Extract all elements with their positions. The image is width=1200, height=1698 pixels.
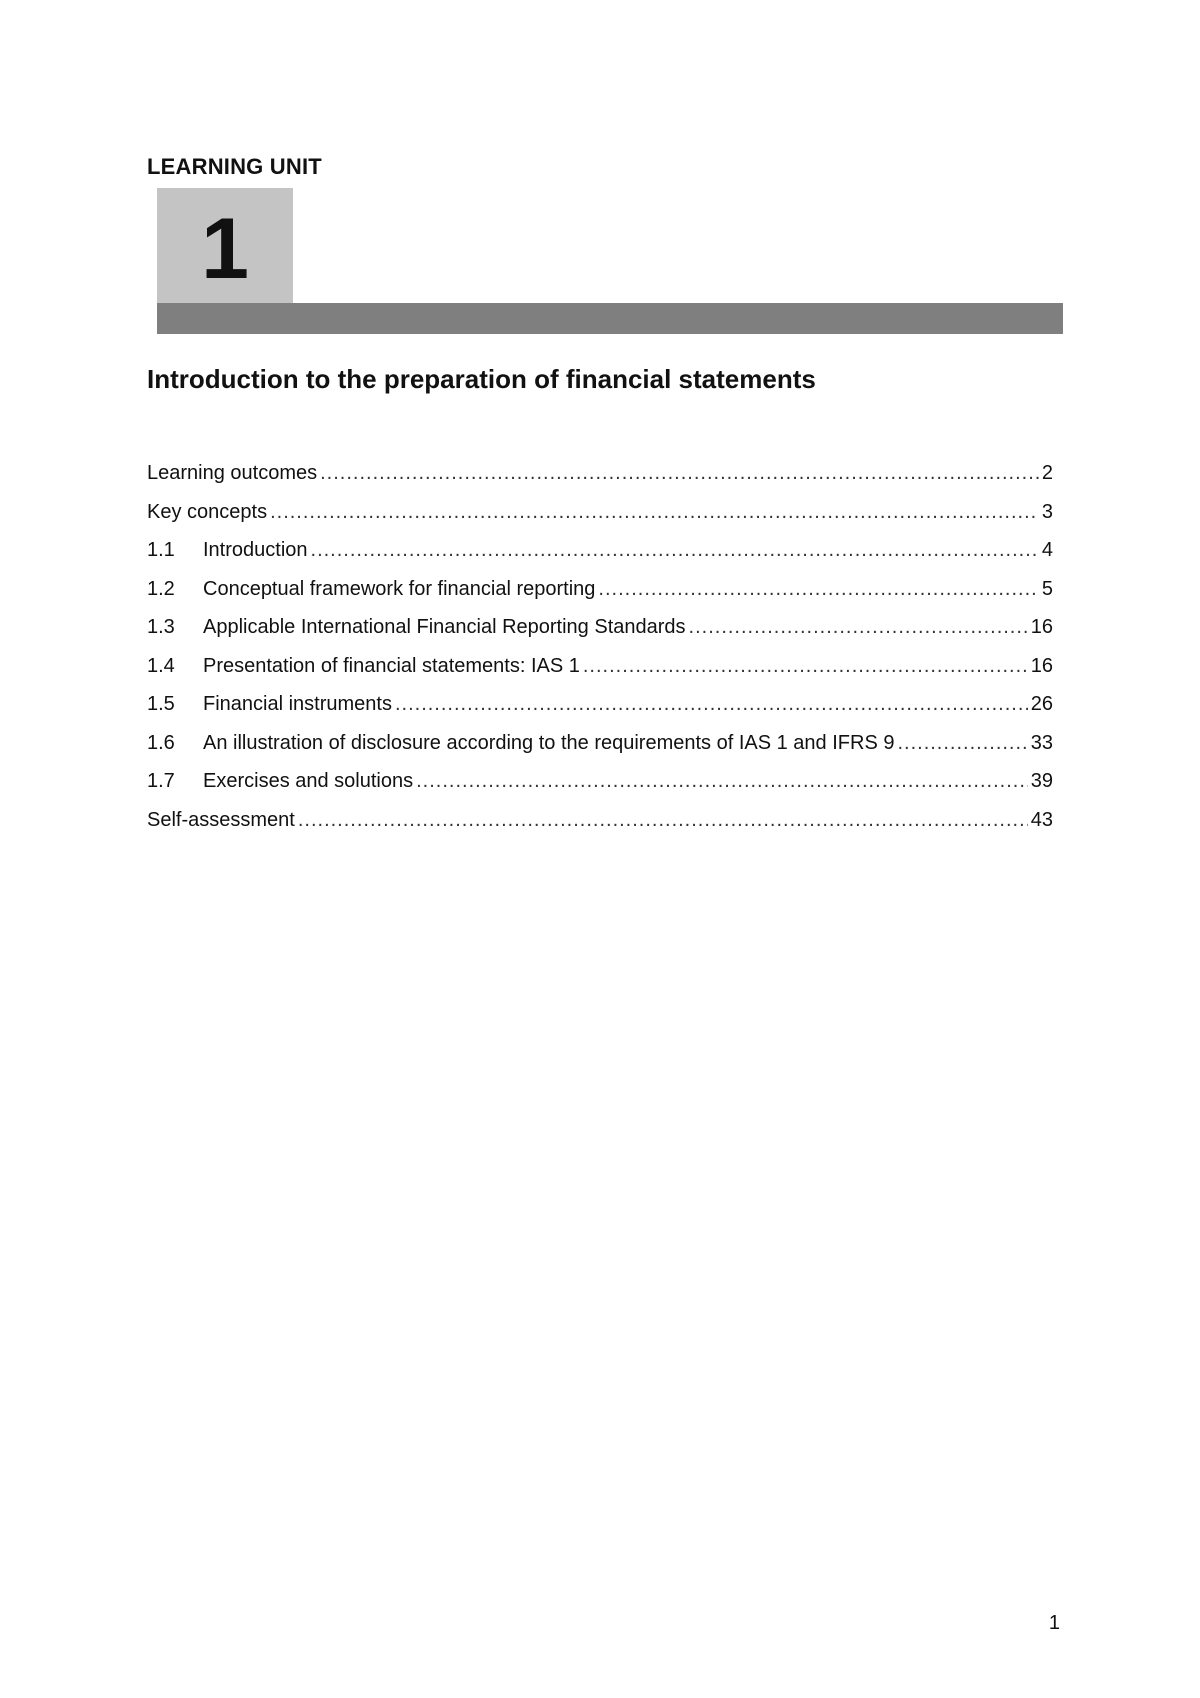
unit-title: Introduction to the preparation of financial statements [147, 364, 816, 394]
toc-leader-dots [395, 693, 1028, 716]
toc-entry-number: 1.2 [147, 577, 175, 600]
toc-entry-label: Financial instruments [203, 693, 392, 715]
toc-entry-page: 26 [1030, 693, 1053, 715]
toc-entry[interactable] [147, 693, 1053, 732]
toc-entry-page: 2 [1041, 462, 1053, 484]
toc-entry-page: 16 [1030, 616, 1053, 638]
toc-entry-page: 4 [1041, 539, 1053, 561]
toc-entry-label: Key concepts [147, 500, 268, 523]
toc-entry-page: 5 [1041, 577, 1053, 600]
toc-leader-dots [897, 732, 1027, 755]
unit-number: 1 [201, 201, 249, 297]
toc-leader-dots [311, 539, 1039, 562]
toc-leader-dots [298, 809, 1028, 832]
toc-entry-label: Introduction [203, 539, 308, 561]
toc-leader-dots [598, 578, 1038, 601]
unit-number-box [157, 188, 293, 304]
toc-entry-number: 1.5 [147, 693, 175, 715]
toc-leader-dots [320, 462, 1039, 485]
toc-entry[interactable] [147, 616, 1053, 655]
toc-entry[interactable] [147, 809, 1053, 848]
toc-entry-number: 1.3 [147, 616, 175, 638]
toc-entry[interactable] [147, 655, 1053, 694]
toc-entry[interactable] [147, 539, 1053, 578]
toc-leader-dots [583, 655, 1028, 678]
toc-entry-page: 3 [1041, 500, 1053, 523]
toc-entry-number: 1.4 [147, 654, 175, 677]
toc-entry[interactable] [147, 462, 1053, 501]
toc-entry[interactable] [147, 501, 1053, 540]
toc-entry-number: 1.7 [147, 770, 175, 792]
toc-entry-number: 1.1 [147, 539, 175, 561]
toc-leader-dots [270, 501, 1039, 524]
toc-leader-dots [416, 770, 1028, 793]
toc-entry-page: 33 [1030, 731, 1053, 754]
toc-entry-label: Exercises and solutions [203, 770, 414, 792]
table-of-contents [147, 462, 1053, 847]
toc-leader-dots [689, 616, 1028, 639]
toc-entry-label: Applicable International Financial Reporting Standards [203, 616, 686, 638]
toc-entry-label: Learning outcomes [147, 462, 318, 484]
learning-unit-label: LEARNING UNIT [147, 154, 322, 179]
toc-entry-page: 16 [1030, 654, 1053, 677]
page-number: 1 [1048, 1612, 1060, 1634]
toc-entry[interactable] [147, 770, 1053, 809]
toc-entry-label: Conceptual framework for financial reporting [203, 577, 596, 600]
toc-entry-page: 39 [1030, 770, 1053, 792]
toc-entry[interactable] [147, 732, 1053, 771]
toc-entry-label: Self-assessment [147, 808, 295, 831]
toc-entry-number: 1.6 [147, 731, 175, 754]
toc-entry[interactable] [147, 578, 1053, 617]
toc-entry-page: 43 [1030, 808, 1053, 831]
unit-divider-bar [157, 303, 1063, 334]
toc-entry-label: Presentation of financial statements: IAS 1 [203, 654, 580, 677]
toc-entry-label: An illustration of disclosure according to the requirements of IAS 1 and IFRS 9 [203, 731, 895, 754]
